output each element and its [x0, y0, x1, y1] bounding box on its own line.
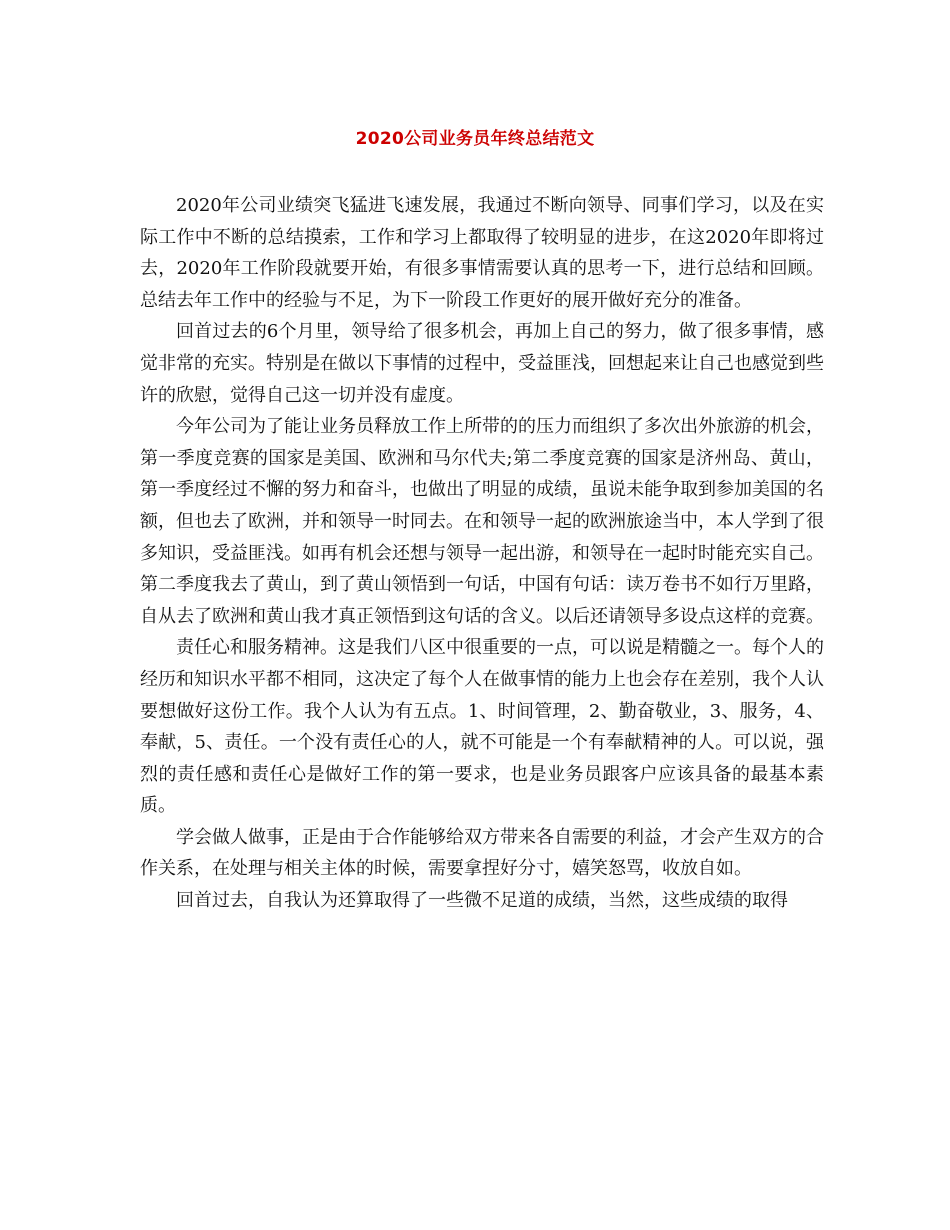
- paragraph: 责任心和服务精神。这是我们八区中很重要的一点，可以说是精髓之一。每个人的经历和知识水平都不相同，这决定了每个人在做事情的能力上也会存在差别，我个人认要想做好这份工作。我个人认为有五点。1、时间管理，2、勤奋敬业，3、服务，4、奉献，5、责任。一个没有责任心的人，就不可能是一个有奉献精神的人。可以说，强烈的责任感和责任心是做好工作的第一要求，也是业务员跟客户应该具备的最基本素质。: [140, 637, 824, 817]
- paragraph: 回首过去的6个月里，领导给了很多机会，再加上自己的努力，做了很多事情，感觉非常的充实。特别是在做以下事情的过程中，受益匪浅，回想起来让自己也感觉到些许的欣慰，觉得自己这一切并没有虚度。: [140, 321, 824, 406]
- paragraph: 回首过去，自我认为还算取得了一些微不足道的成绩，当然，这些成绩的取得: [176, 890, 788, 912]
- paragraph: 学会做人做事，正是由于合作能够给双方带来各自需要的利益，才会产生双方的合作关系，在处理与相关主体的时候，需要拿捏好分寸，嬉笑怒骂，收放自如。: [140, 826, 824, 880]
- paragraph: 2020年公司业绩突飞猛进飞速发展，我通过不断向领导、同事们学习，以及在实际工作中不断的总结摸索，工作和学习上都取得了较明显的进步，在这2020年即将过去，2020年工作阶段就要开始，有很多事情需要认真的思考一下，进行总结和回顾。总结去年工作中的经验与不足，为下一阶段工作更好的展开做好充分的准备。: [140, 195, 824, 311]
- paragraph: 今年公司为了能让业务员释放工作上所带的的压力而组织了多次出外旅游的机会，第一季度竞赛的国家是美国、欧洲和马尔代夫;第二季度竞赛的国家是济州岛、黄山，第一季度经过不懈的努力和奋斗，也做出了明显的成绩，虽说未能争取到参加美国的名额，但也去了欧洲，并和领导一时同去。在和领导一起的欧洲旅途当中，本人学到了很多知识，受益匪浅。如再有机会还想与领导一起出游，和领导在一起时时能充实自己。第二季度我去了黄山，到了黄山领悟到一句话，中国有句话：读万卷书不如行万里路，自从去了欧洲和黄山我才真正领悟到这句话的含义。以后还请领导多设点这样的竞赛。: [140, 416, 824, 627]
- document-body: [140, 190, 824, 917]
- document-title: 2020公司业务员年终总结范文: [355, 129, 595, 149]
